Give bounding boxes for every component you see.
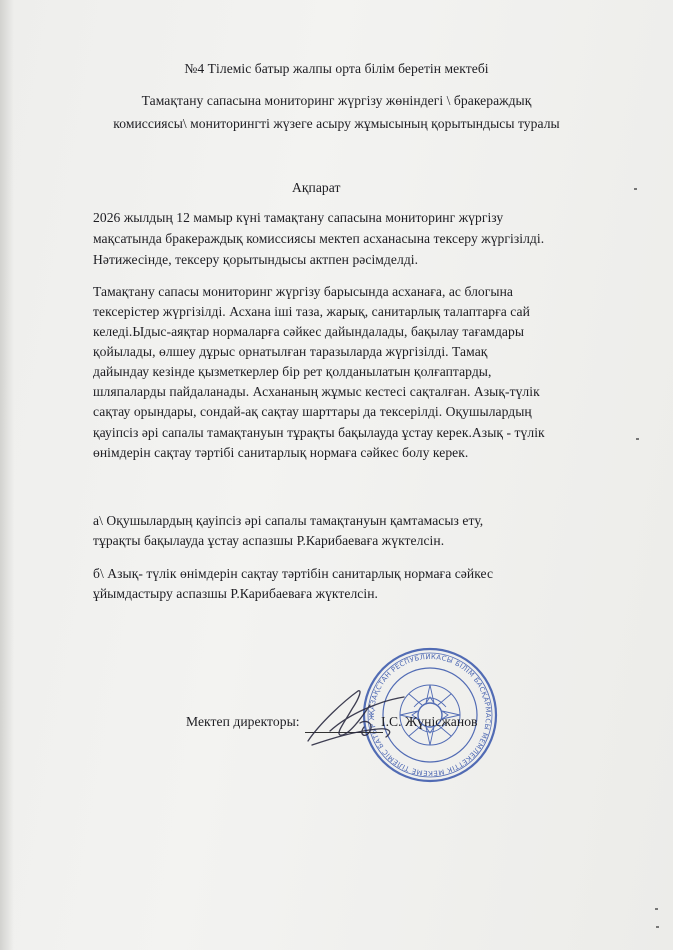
paragraph-2-line: сақтау орындары, сондай-ақ сақтау шарттары да тексерілді. Оқушылардың: [93, 404, 532, 419]
paragraph-2-line: қауіпсіз әрі сапалы тамақтануын тұрақты бақылауда ұстау керек.Азық - түлік: [93, 425, 545, 440]
paragraph-2-line: қойылады, өлшеу дұрыс орнатылған таразыларда жүргізілді. Тамақ: [93, 344, 488, 359]
margin-speck: [634, 188, 637, 190]
resolution-item-line: ұйымдастыру аспазшы Р.Карибаеваға жүктелсін.: [93, 586, 378, 601]
paragraph-2-line: дайындау кезінде қызметкерлер бір рет қолданылатын қолғаптарды,: [93, 364, 492, 379]
paragraph-1-line: мақсатында бракераждық комиссиясы мектеп асханасына тексеру жүргізілді.: [93, 231, 545, 246]
subject-line-1: Тамақтану сапасына мониторинг жүргізу жөніндегі \ бракераждық: [141, 93, 532, 108]
document-title: Ақпарат: [292, 180, 341, 195]
margin-speck: [656, 926, 659, 928]
stamp-ring-text: ҚАЗАҚСТАН РЕСПУБЛИКАСЫ БІЛІМ БАСҚАРМАСЫ МЕМЛЕКЕТТІК МЕКЕМЕ ТІЛЕМІС БАТ Р ЖАЛПЫ ОРТА БІЛІМ БЕРЕТІН МЕКТЕБІ: [356, 639, 493, 778]
paragraph-2-line: келеді.Ыдыс-аяқтар нормаларға сәйкес дайындалады, бақылау тағамдары: [93, 324, 525, 339]
margin-speck: [636, 438, 639, 440]
director-name: І.С. Жүнісжанов: [381, 714, 478, 729]
subject-line-2: комиссиясы\ мониторингті жүзеге асыру жұмысының қорытындысы туралы: [113, 116, 560, 131]
director-role-label: Мектеп директоры:: [186, 714, 300, 729]
paragraph-2-line: Тамақтану сапасы мониторинг жүргізу барысында асханаға, ас блогына: [93, 284, 513, 299]
paragraph-1-line: Нәтижесінде, тексеру қорытындысы актпен рәсімделді.: [93, 252, 419, 267]
handwritten-signature: [300, 683, 410, 753]
resolution-item-line: а\ Оқушылардың қауіпсіз әрі сапалы тамақтануын қамтамасыз ету,: [93, 513, 484, 528]
paragraph-2-line: өнімдерін сақтау тәртібі санитарлық нормаға сәйкес болу керек.: [93, 445, 469, 460]
resolution-item-line: б\ Азық- түлік өнімдерін сақтау тәртібін санитарлық нормаға сәйкес: [93, 566, 494, 581]
resolution-item-line: тұрақты бақылауда ұстау аспазшы Р.Карибаеваға жүктелсін.: [93, 533, 445, 548]
paragraph-2-line: тексерістер жүргізілді. Асхана іші таза, жарық, санитарлық талаптарға сай: [93, 304, 530, 319]
school-name: №4 Тілеміс батыр жалпы орта білім беретін мектебі: [184, 61, 489, 76]
paragraph-2-line: шляпаларды пайдаланады. Асхананың жұмыс кестесі сақталған. Азық-түлік: [93, 384, 540, 399]
page-edge-shadow: [0, 0, 14, 950]
paragraph-1-line: 2026 жылдың 12 мамыр күні тамақтану сапасына мониторинг жүргізу: [93, 210, 504, 225]
margin-speck: [655, 908, 658, 910]
